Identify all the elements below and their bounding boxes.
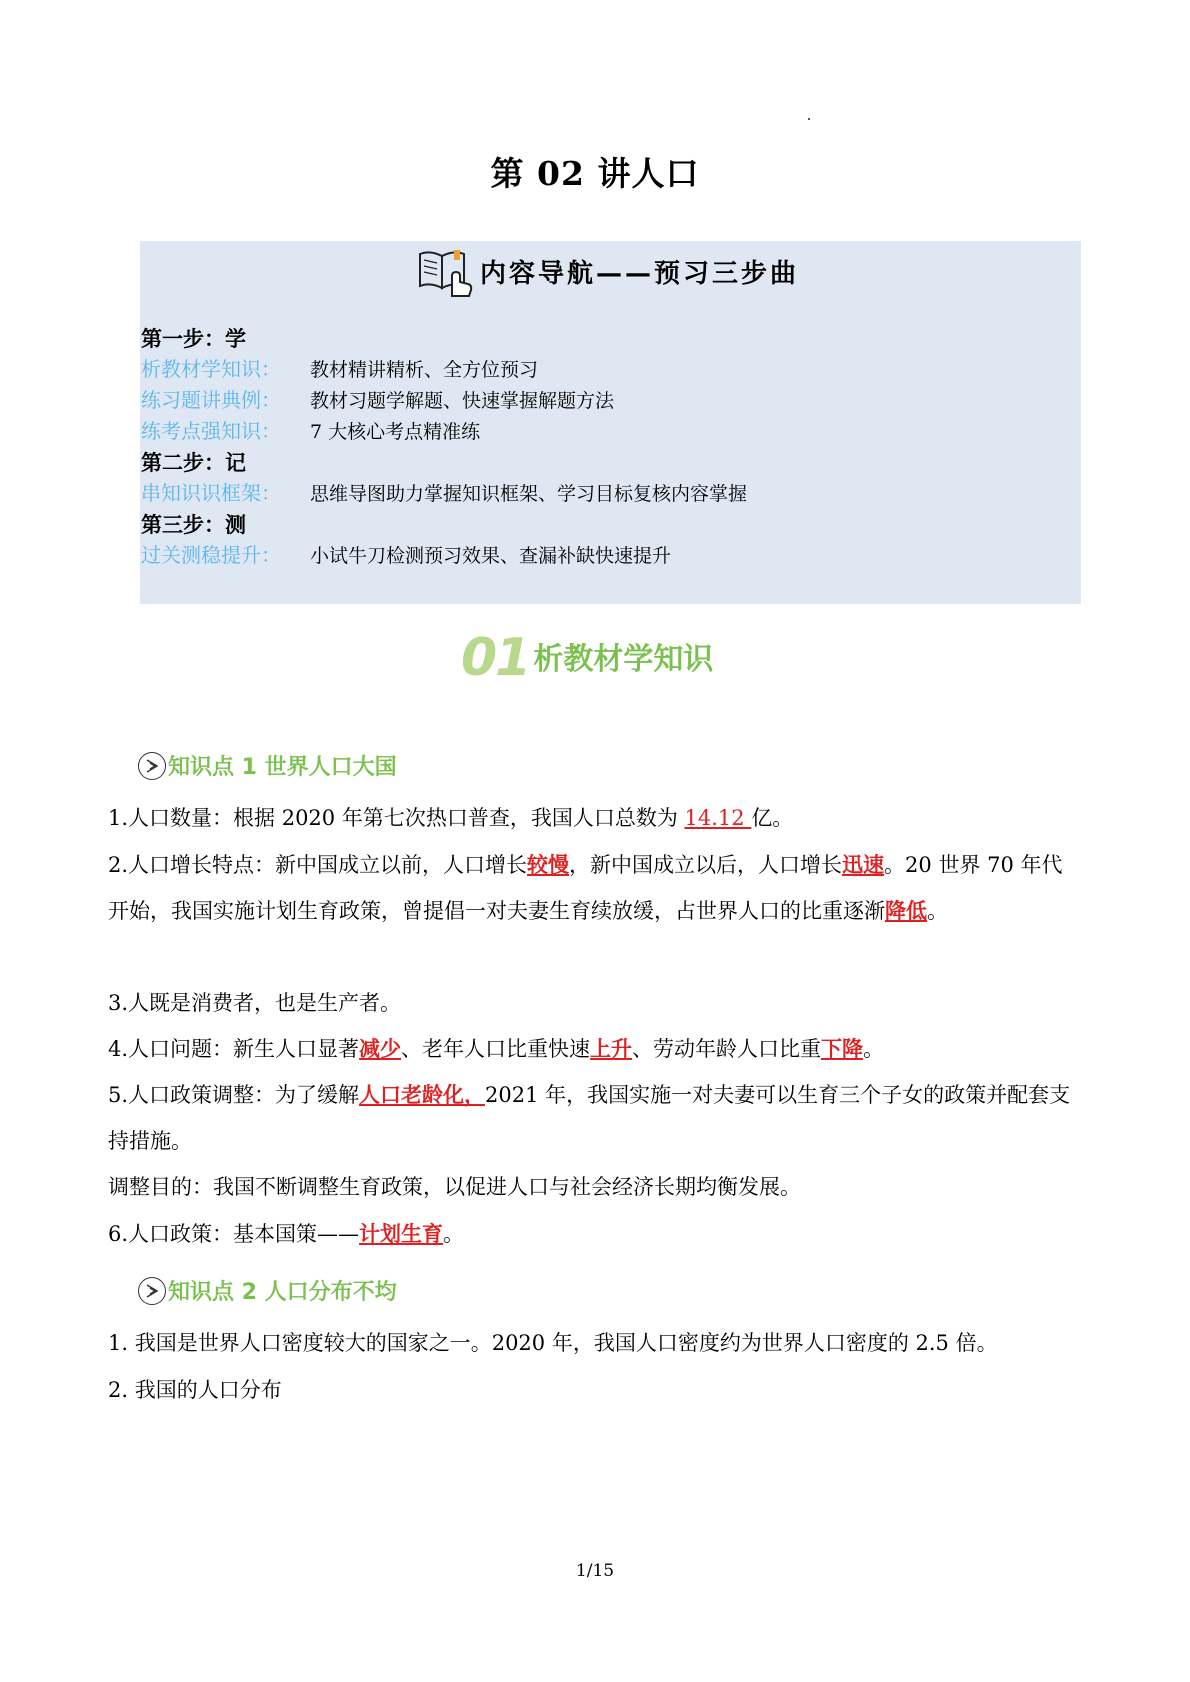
- p4-text: 4.人口问题：新生人口显著: [108, 1037, 360, 1061]
- paragraph-6: 调整目的：我国不断调整生育政策，以促进人口与社会经济长期均衡发展。: [108, 1175, 801, 1199]
- nav-row-2-desc: 教材习题学解题、快速掌握解题方法: [310, 390, 615, 412]
- p4-answer-2: 上升: [590, 1036, 633, 1061]
- stray-dot: [808, 118, 810, 120]
- p7-answer: 计划生育: [359, 1221, 444, 1246]
- section-heading: [461, 628, 714, 688]
- page-title: 第 02 讲人口: [490, 154, 700, 193]
- nav-row-5: [141, 540, 747, 571]
- p4-text-2: 、老年人口比重快速: [401, 1037, 591, 1061]
- p2-answer-2: 迅速: [842, 852, 885, 877]
- p4-text-end: 。: [863, 1037, 885, 1061]
- p7-text-end: 。: [443, 1222, 465, 1246]
- nav-row-1-label: 析教材学知识：: [141, 357, 281, 381]
- knowledge-point-2-title: 知识点 2 人口分布不均: [168, 1280, 397, 1305]
- nav-row-1-desc: 教材精讲精析、全方位预习: [310, 359, 539, 381]
- paragraph-5: [108, 1072, 1083, 1164]
- paragraph-4: [108, 1026, 1083, 1072]
- paragraph-3: 3.人既是消费者，也是生产者。: [108, 991, 402, 1015]
- p2-text-3: 。20 世界 70 年代开始，我国实施计划生育政策，曾提倡一对夫妻生育续放缓，占世界人口的比重逐渐: [108, 853, 1063, 923]
- nav-row-3-desc: 7 大核心考点精准练: [310, 421, 481, 443]
- p5-answer: 人口老龄化，: [359, 1082, 486, 1107]
- paragraph-9: 2. 我国的人口分布: [108, 1378, 282, 1402]
- p4-text-3: 、劳动年龄人口比重: [632, 1037, 822, 1061]
- nav-row-4-desc: 思维导图助力掌握知识框架、学习目标复核内容掌握: [310, 483, 748, 505]
- paragraph-1: [108, 795, 1083, 841]
- section-number: 01: [461, 628, 530, 688]
- paragraph-7: [108, 1211, 1083, 1257]
- p5-text: 5.人口政策调整：为了缓解: [108, 1083, 360, 1107]
- arrow-circle-icon: [138, 752, 166, 780]
- p5-text-end: 2021 年，我国实施一对夫妻可以生育三个子女的政策并配套支持措施。: [108, 1083, 1071, 1153]
- nav-row-5-label: 过关测稳提升：: [141, 543, 281, 567]
- p1-text-end: 亿。: [751, 806, 794, 830]
- p2-text-end: 。: [927, 899, 948, 923]
- book-pointer-icon: [416, 244, 474, 298]
- p2-answer-3: 降低: [885, 898, 927, 923]
- nav-row-2-label: 练习题讲典例：: [141, 388, 281, 412]
- nav-row-4: [141, 478, 747, 509]
- paragraph-8: 1. 我国是世界人口密度较大的国家之一。2020 年，我国人口密度约为世界人口密度的 2.5 倍。: [108, 1331, 998, 1355]
- step-3-heading: 第三步：测: [141, 512, 246, 537]
- nav-row-1: [141, 354, 747, 385]
- nav-row-4-label: 串知识识框架：: [141, 481, 281, 505]
- nav-row-3: [141, 416, 747, 447]
- p4-answer-3: 下降: [821, 1036, 864, 1061]
- step-2-heading: 第二步：记: [141, 450, 246, 475]
- p7-text: 6.人口政策：基本国策——: [108, 1222, 360, 1246]
- nav-row-2: [141, 385, 747, 416]
- steps-list: [141, 323, 747, 571]
- knowledge-point-1-title: 知识点 1 世界人口大国: [168, 755, 397, 780]
- section-title: 析教材学知识: [533, 642, 714, 677]
- nav-row-3-label: 练考点强知识：: [141, 419, 281, 443]
- arrow-circle-icon: [138, 1277, 166, 1305]
- p4-answer-1: 减少: [359, 1036, 402, 1061]
- step-1-heading: 第一步：学: [141, 326, 246, 351]
- nav-header: [416, 244, 799, 298]
- knowledge-point-2-heading: [138, 1275, 397, 1306]
- nav-title: 内容导航——预习三步曲: [480, 258, 800, 289]
- p1-text: 1.人口数量：根据 2020 年第七次热口普查，我国人口总数为: [108, 806, 685, 830]
- knowledge-point-1-heading: [138, 750, 397, 781]
- p2-text: 2.人口增长特点：新中国成立以前，人口增长: [108, 853, 528, 877]
- p1-answer: 14.12: [684, 806, 752, 830]
- p2-answer-1: 较慢: [527, 852, 570, 877]
- p2-text-2: ，新中国成立以后，人口增长: [569, 853, 843, 877]
- page-number: 1/15: [575, 1561, 615, 1581]
- nav-row-5-desc: 小试牛刀检测预习效果、查漏补缺快速提升: [310, 545, 672, 567]
- paragraph-2: [108, 842, 1083, 934]
